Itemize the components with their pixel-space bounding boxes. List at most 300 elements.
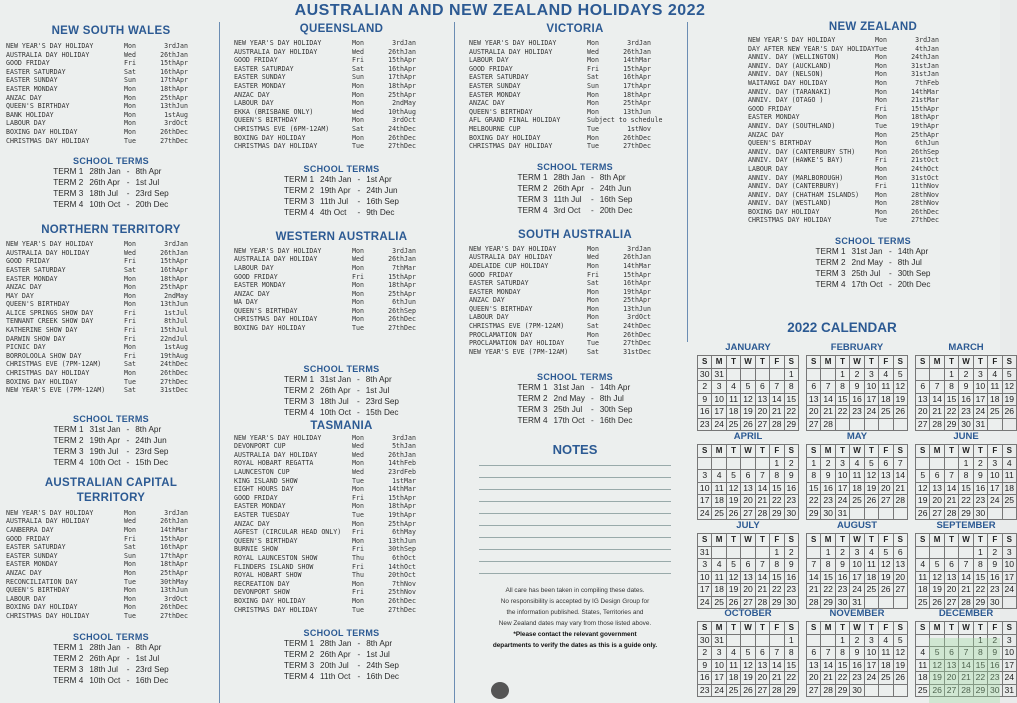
day-cell — [893, 418, 907, 431]
day-cell: 24 — [698, 507, 712, 520]
day-cell: 5 — [726, 559, 740, 572]
holiday-row: GOOD FRIDAY Fri 15th Apr — [469, 64, 651, 73]
day-cell: 27 — [807, 418, 821, 431]
holiday-row: BURNIE SHOW Fri 30th Sep — [234, 545, 416, 554]
day-cell: 4 — [712, 559, 726, 572]
month-grid — [915, 533, 1017, 609]
weekday-label: W — [741, 445, 755, 458]
day-cell: 4 — [712, 470, 726, 483]
day-cell: 9 — [821, 470, 835, 483]
holiday-row: CHRISTMAS DAY HOLIDAY Tue 27th Dec — [6, 136, 188, 145]
day-cell: 22 — [835, 406, 849, 419]
day-cell: 11 — [726, 393, 740, 406]
day-cell — [741, 368, 755, 381]
day-cell: 28 — [807, 596, 821, 609]
day-cell: 29 — [973, 596, 987, 609]
day-cell: 26 — [1002, 406, 1016, 419]
day-cell — [755, 634, 769, 647]
holiday-row: WAITANGI DAY HOLIDAY Mon 7th Feb — [748, 78, 939, 87]
day-cell: 11 — [916, 659, 930, 672]
holiday-row: MELBOURNE CUP Tue 1st Nov — [469, 124, 651, 133]
holiday-row: AUSTRALIA DAY HOLIDAY Wed 26th Jan — [6, 248, 188, 257]
day-cell: 24 — [1002, 672, 1016, 685]
weekday-label: T — [755, 356, 769, 369]
day-cell: 19 — [726, 495, 740, 508]
day-cell: 20 — [741, 495, 755, 508]
column-1 — [6, 24, 216, 703]
holiday-row: ALICE SPRINGS SHOW DAY Fri 1st Jul — [6, 308, 188, 317]
day-cell — [755, 457, 769, 470]
day-cell: 8 — [973, 559, 987, 572]
school-terms-heading: SCHOOL TERMS — [303, 363, 380, 374]
weekday-label: T — [864, 534, 878, 547]
act-heading-line-1: AUSTRALIAN CAPITAL — [44, 476, 178, 489]
day-cell: 5 — [930, 647, 944, 660]
day-cell: 11 — [726, 659, 740, 672]
day-cell: 30 — [850, 684, 864, 697]
day-cell: 3 — [864, 634, 878, 647]
day-cell: 20 — [916, 406, 930, 419]
holiday-row: ANZAC DAY Mon 25th Apr — [234, 289, 416, 298]
day-cell — [916, 546, 930, 559]
holiday-row: ANZAC DAY Mon 25th Apr — [234, 90, 416, 99]
weekday-label: S — [807, 445, 821, 458]
holiday-row: EASTER MONDAY Mon 18th Apr — [234, 281, 416, 290]
day-cell: 3 — [835, 457, 849, 470]
day-cell: 7 — [770, 647, 784, 660]
nt-heading: NORTHERN TERRITORY — [41, 224, 181, 237]
holiday-row: EASTER SATURDAY Sat 16th Apr — [6, 543, 188, 552]
day-cell: 8 — [944, 381, 958, 394]
day-cell: 6 — [755, 381, 769, 394]
day-cell: 17 — [712, 406, 726, 419]
day-cell: 11 — [712, 482, 726, 495]
day-cell: 20 — [755, 406, 769, 419]
term-row: TERM 4 10th Oct - 15th Dec — [53, 457, 169, 467]
holiday-row: LAUNCESTON CUP Wed 23rd Feb — [234, 468, 416, 477]
day-cell: 13 — [741, 482, 755, 495]
day-cell: 22 — [770, 584, 784, 597]
day-cell: 10 — [712, 659, 726, 672]
day-cell: 30 — [698, 368, 712, 381]
month-name: SEPTEMBER — [936, 520, 996, 531]
day-cell: 11 — [864, 559, 878, 572]
day-cell: 26 — [726, 507, 740, 520]
day-cell: 21 — [959, 584, 973, 597]
holiday-row: NEW YEAR'S DAY HOLIDAY Mon 3rd Jan — [234, 246, 416, 255]
day-cell: 24 — [850, 584, 864, 597]
day-cell: 23 — [988, 672, 1002, 685]
day-cell: 8 — [821, 559, 835, 572]
day-cell: 27 — [944, 684, 958, 697]
holiday-row: ANNIV. DAY (OTAGO ) Mon 21st Mar — [748, 96, 939, 105]
holiday-table — [234, 247, 434, 333]
day-cell: 19 — [893, 393, 907, 406]
day-cell: 18 — [726, 406, 740, 419]
day-cell: 6 — [741, 470, 755, 483]
day-cell: 9 — [698, 393, 712, 406]
day-cell: 21 — [944, 495, 958, 508]
holiday-row: LABOUR DAY Mon 3rd Oct — [6, 119, 188, 128]
school-terms-heading: SCHOOL TERMS — [73, 156, 149, 167]
day-cell: 11 — [1002, 470, 1016, 483]
day-cell: 7 — [930, 381, 944, 394]
holiday-row: EASTER TUESDAY Tue 19th Apr — [234, 511, 416, 519]
day-cell: 29 — [821, 596, 835, 609]
month-name: MARCH — [948, 342, 984, 353]
day-cell: 14 — [755, 482, 769, 495]
day-cell: 23 — [821, 495, 835, 508]
month-name: NOVEMBER — [829, 608, 885, 619]
weekday-label: S — [1002, 534, 1016, 547]
holiday-row: GOOD FRIDAY Fri 15th Apr — [469, 270, 651, 279]
day-cell: 6 — [944, 647, 958, 660]
day-cell: 28 — [930, 418, 944, 431]
wa-heading: WESTERN AUSTRALIA — [275, 230, 408, 243]
day-cell: 14 — [821, 659, 835, 672]
day-cell: 3 — [1002, 634, 1016, 647]
term-row: TERM 2 26th Apr - 1st Jul — [284, 650, 390, 660]
day-cell: 28 — [755, 596, 769, 609]
day-cell: 13 — [741, 571, 755, 584]
day-cell: 22 — [959, 495, 973, 508]
day-cell: 2 — [835, 546, 849, 559]
day-cell: 4 — [864, 546, 878, 559]
day-cell: 12 — [864, 470, 878, 483]
school-terms-heading: SCHOOL TERMS — [303, 163, 380, 174]
day-cell: 4 — [726, 647, 740, 660]
weekday-label: W — [850, 534, 864, 547]
day-cell: 12 — [930, 659, 944, 672]
term-row: TERM 3 18th Jul - 23rd Sep — [53, 664, 169, 674]
holiday-row: LABOUR DAY Mon 7th Mar — [234, 263, 416, 272]
term-row: TERM 2 26th Apr - 1st Jul — [53, 178, 160, 188]
weekday-label: S — [784, 356, 798, 369]
holiday-row: PROCLAMATION DAY HOLIDAY Tue 27th Dec — [469, 339, 651, 348]
holiday-row: ANZAC DAY Mon 25th Apr — [469, 99, 651, 108]
holiday-row: LABOUR DAY Mon 3rd Oct — [469, 313, 651, 322]
month-name: FEBRUARY — [830, 342, 884, 353]
day-cell: 23 — [698, 418, 712, 431]
holiday-row: DEVONPORT SHOW Fri 25th Nov — [234, 588, 416, 597]
day-cell: 16 — [959, 393, 973, 406]
holiday-row: QUEEN'S BIRTHDAY Mon 13th Jun — [6, 300, 188, 309]
weekday-label: T — [944, 356, 958, 369]
day-cell: 1 — [784, 634, 798, 647]
day-cell: 26 — [930, 684, 944, 697]
day-cell: 16 — [850, 659, 864, 672]
day-cell: 29 — [807, 507, 821, 520]
weekday-label: M — [930, 622, 944, 635]
holiday-row: GOOD FRIDAY Fri 15th Apr — [748, 104, 939, 113]
weekday-label: S — [893, 622, 907, 635]
holiday-row: BOXING DAY HOLIDAY Tue 27th Dec — [6, 377, 188, 386]
day-cell: 13 — [944, 659, 958, 672]
weekday-label: T — [726, 445, 740, 458]
day-cell: 22 — [835, 672, 849, 685]
day-cell: 9 — [850, 381, 864, 394]
holiday-table — [6, 509, 206, 621]
term-row: TERM 2 26th Apr - 1st Jul — [284, 385, 390, 395]
day-cell — [916, 634, 930, 647]
day-cell: 24 — [864, 672, 878, 685]
holiday-row: CHRISTMAS DAY HOLIDAY Tue 27th Dec — [469, 142, 651, 151]
holiday-row: NEW YEAR'S EVE (7PM-12AM) Sat 31st Dec — [469, 347, 651, 356]
holiday-row: PROCLAMATION DAY Mon 26th Dec — [469, 330, 651, 339]
day-cell: 3 — [1002, 546, 1016, 559]
holiday-row: QUEEN'S BIRTHDAY Mon 13th Jun — [234, 536, 416, 545]
day-cell — [864, 507, 878, 520]
day-cell: 7 — [807, 559, 821, 572]
weekday-label: M — [821, 622, 835, 635]
day-cell: 28 — [770, 418, 784, 431]
term-row: TERM 1 31st Jan - 8th Apr — [284, 374, 392, 384]
day-cell: 31 — [835, 507, 849, 520]
weekday-label: W — [850, 445, 864, 458]
day-cell: 18 — [1002, 482, 1016, 495]
holiday-row: CHRISTMAS DAY HOLIDAY Tue 27th Dec — [234, 142, 416, 151]
holiday-row: CHRISTMAS DAY HOLIDAY Mon 26th Dec — [234, 315, 416, 324]
weekday-label: W — [959, 445, 973, 458]
day-cell: 7 — [944, 470, 958, 483]
day-cell: 27 — [741, 596, 755, 609]
day-cell: 31 — [712, 368, 726, 381]
day-cell: 11 — [712, 571, 726, 584]
weekday-label: F — [879, 356, 893, 369]
day-cell — [741, 457, 755, 470]
holiday-row: RECREATION DAY Mon 7th Nov — [234, 579, 416, 588]
day-cell: 25 — [916, 596, 930, 609]
day-cell: 31 — [1002, 684, 1016, 697]
day-cell: 9 — [698, 659, 712, 672]
month-october — [697, 607, 799, 697]
month-june — [915, 430, 1017, 520]
day-cell: 9 — [988, 647, 1002, 660]
day-cell: 17 — [850, 571, 864, 584]
day-cell: 15 — [959, 482, 973, 495]
day-cell: 14 — [807, 571, 821, 584]
day-cell: 21 — [807, 584, 821, 597]
day-cell — [850, 507, 864, 520]
weekday-label: M — [712, 534, 726, 547]
day-cell: 4 — [1002, 457, 1016, 470]
holiday-row: LABOUR DAY Mon 2nd May — [234, 99, 416, 108]
day-cell: 7 — [893, 457, 907, 470]
holiday-row: PICNIC DAY Mon 1st Aug — [6, 343, 188, 352]
weekday-label: S — [698, 356, 712, 369]
holiday-row: AGFEST (CIRCULAR HEAD ONLY) Fri 6th May — [234, 528, 416, 537]
day-cell — [916, 368, 930, 381]
term-row: TERM 1 31st Jan - 14th Apr — [517, 383, 631, 393]
day-cell: 27 — [755, 418, 769, 431]
weekday-label: S — [1002, 445, 1016, 458]
holiday-row: EASTER SATURDAY Sat 16th Apr — [6, 265, 188, 274]
day-cell: 7 — [959, 647, 973, 660]
day-cell: 19 — [864, 482, 878, 495]
day-cell: 9 — [959, 381, 973, 394]
day-cell: 1 — [821, 546, 835, 559]
day-cell: 23 — [988, 584, 1002, 597]
day-cell: 15 — [835, 659, 849, 672]
qld-heading: QUEENSLAND — [299, 23, 384, 35]
term-row: TERM 1 28th Jan - 8th Apr — [53, 642, 162, 652]
day-cell: 17 — [973, 393, 987, 406]
term-row: TERM 4 10th Oct - 16th Dec — [53, 675, 169, 685]
holiday-table — [6, 42, 206, 145]
day-cell: 25 — [1002, 495, 1016, 508]
holiday-row: BOXING DAY HOLIDAY Mon 26th Dec — [469, 133, 651, 142]
day-cell: 14 — [770, 659, 784, 672]
day-cell: 5 — [741, 381, 755, 394]
day-cell: 3 — [864, 368, 878, 381]
day-cell — [835, 418, 849, 431]
day-cell: 16 — [784, 571, 798, 584]
weekday-label: S — [1002, 622, 1016, 635]
day-cell: 21 — [770, 406, 784, 419]
day-cell: 9 — [784, 559, 798, 572]
day-cell: 15 — [973, 659, 987, 672]
day-cell: 2 — [784, 546, 798, 559]
month-name: APRIL — [733, 431, 763, 442]
day-cell — [698, 457, 712, 470]
school-terms-heading: SCHOOL TERMS — [537, 161, 613, 172]
day-cell: 10 — [988, 470, 1002, 483]
day-cell: 29 — [784, 418, 798, 431]
nsw-heading: NEW SOUTH WALES — [51, 25, 171, 37]
weekday-label: S — [784, 622, 798, 635]
month-name: DECEMBER — [938, 608, 994, 619]
day-cell: 5 — [864, 457, 878, 470]
day-cell: 26 — [726, 596, 740, 609]
day-cell: 27 — [944, 596, 958, 609]
holiday-row: BOXING DAY HOLIDAY Mon 26th Dec — [6, 127, 188, 136]
holiday-row: ANNIV. DAY (NELSON) Mon 31st Jan — [748, 70, 939, 79]
day-cell: 12 — [916, 482, 930, 495]
holiday-row: ANZAC DAY Mon 25th Apr — [6, 93, 188, 102]
day-cell: 22 — [821, 584, 835, 597]
month-grid — [806, 355, 908, 431]
day-cell: 30 — [988, 596, 1002, 609]
term-row: TERM 4 4th Oct - 9th Dec — [284, 207, 395, 217]
weekday-label: F — [988, 445, 1002, 458]
day-cell: 23 — [850, 672, 864, 685]
terms-table — [50, 166, 171, 210]
day-cell: 18 — [864, 571, 878, 584]
day-cell: 16 — [850, 393, 864, 406]
day-cell: 5 — [879, 546, 893, 559]
weekday-label: T — [755, 622, 769, 635]
term-row: TERM 4 10th Oct - 20th Dec — [53, 200, 169, 210]
term-row: TERM 2 19th Apr - 24th Jun — [53, 435, 167, 445]
day-cell: 29 — [770, 596, 784, 609]
weekday-label: S — [807, 622, 821, 635]
day-cell: 19 — [893, 659, 907, 672]
day-cell: 2 — [821, 457, 835, 470]
day-cell: 20 — [944, 672, 958, 685]
term-row: TERM 1 28th Jan - 8th Apr — [517, 172, 626, 182]
holiday-row: KATHERINE SHOW DAY Fri 15th Jul — [6, 326, 188, 335]
day-cell: 12 — [726, 482, 740, 495]
weekday-label: T — [726, 356, 740, 369]
holiday-row: AUSTRALIA DAY HOLIDAY Wed 26th Jan — [234, 450, 416, 459]
day-cell: 10 — [864, 647, 878, 660]
column-divider — [687, 22, 688, 342]
day-cell: 2 — [959, 368, 973, 381]
month-february — [806, 341, 908, 431]
holiday-row: RECONCILIATION DAY Tue 30th May — [6, 577, 188, 586]
day-cell: 1 — [973, 634, 987, 647]
day-cell: 28 — [821, 684, 835, 697]
day-cell: 19 — [741, 406, 755, 419]
terms-table — [813, 246, 934, 290]
day-cell: 12 — [1002, 381, 1016, 394]
day-cell: 18 — [879, 393, 893, 406]
day-cell: 17 — [698, 584, 712, 597]
day-cell: 11 — [916, 571, 930, 584]
day-cell: 22 — [784, 672, 798, 685]
term-row: TERM 2 2nd May - 8th Jul — [815, 258, 922, 268]
terms-table — [515, 382, 636, 426]
holiday-row: NEW YEAR'S DAY HOLIDAY Mon 3rd Jan — [469, 39, 651, 47]
weekday-label: T — [864, 356, 878, 369]
holiday-row: ANNIV. DAY (WESTLAND) Mon 28th Nov — [748, 199, 939, 208]
day-cell: 13 — [893, 559, 907, 572]
day-cell — [712, 457, 726, 470]
day-cell: 14 — [930, 393, 944, 406]
weekday-label: S — [807, 534, 821, 547]
day-cell: 20 — [741, 584, 755, 597]
weekday-label: W — [959, 622, 973, 635]
day-cell: 16 — [784, 482, 798, 495]
day-cell: 19 — [1002, 393, 1016, 406]
weekday-label: S — [893, 356, 907, 369]
holiday-row: AFL GRAND FINAL HOLIDAY Subject to schedule — [469, 116, 663, 125]
weekday-label: T — [726, 534, 740, 547]
price-sticker — [929, 638, 1000, 703]
day-cell: 31 — [698, 546, 712, 559]
day-cell: 2 — [988, 634, 1002, 647]
holiday-table — [469, 245, 669, 357]
day-cell — [988, 418, 1002, 431]
day-cell: 2 — [850, 368, 864, 381]
month-grid — [697, 621, 799, 697]
day-cell: 25 — [864, 584, 878, 597]
day-cell: 7 — [755, 470, 769, 483]
holiday-table — [234, 39, 434, 151]
holiday-row: BOXING DAY HOLIDAY Mon 26th Dec — [748, 207, 939, 216]
term-row: TERM 3 25th Jul - 30th Sep — [815, 269, 931, 279]
term-row: TERM 3 25th Jul - 30th Sep — [517, 405, 633, 415]
day-cell: 27 — [741, 507, 755, 520]
term-row: TERM 1 31st Jan - 8th Apr — [53, 424, 162, 434]
holiday-row: NEW YEAR'S DAY HOLIDAY Mon 3rd Jan — [6, 240, 188, 249]
day-cell: 24 — [988, 495, 1002, 508]
day-cell: 4 — [916, 647, 930, 660]
day-cell: 6 — [916, 381, 930, 394]
day-cell — [893, 507, 907, 520]
weekday-label: W — [850, 356, 864, 369]
day-cell: 25 — [712, 507, 726, 520]
calendar-title: 2022 CALENDAR — [787, 320, 897, 335]
holiday-row: ANZAC DAY Mon 25th Apr — [748, 130, 939, 139]
day-cell: 13 — [755, 393, 769, 406]
disclaimer: All care has been taken in compiling these dates. No responsibility is accepted by IG Design Group for the information published. States, Territories and New Zealand dates may vary from those listed above. *Please contact the relevant government departments to verify the dates as this is a guide only. — [492, 587, 658, 650]
weekday-label: T — [973, 356, 987, 369]
day-cell: 9 — [988, 559, 1002, 572]
day-cell: 19 — [726, 584, 740, 597]
day-cell: 13 — [916, 393, 930, 406]
day-cell — [741, 634, 755, 647]
